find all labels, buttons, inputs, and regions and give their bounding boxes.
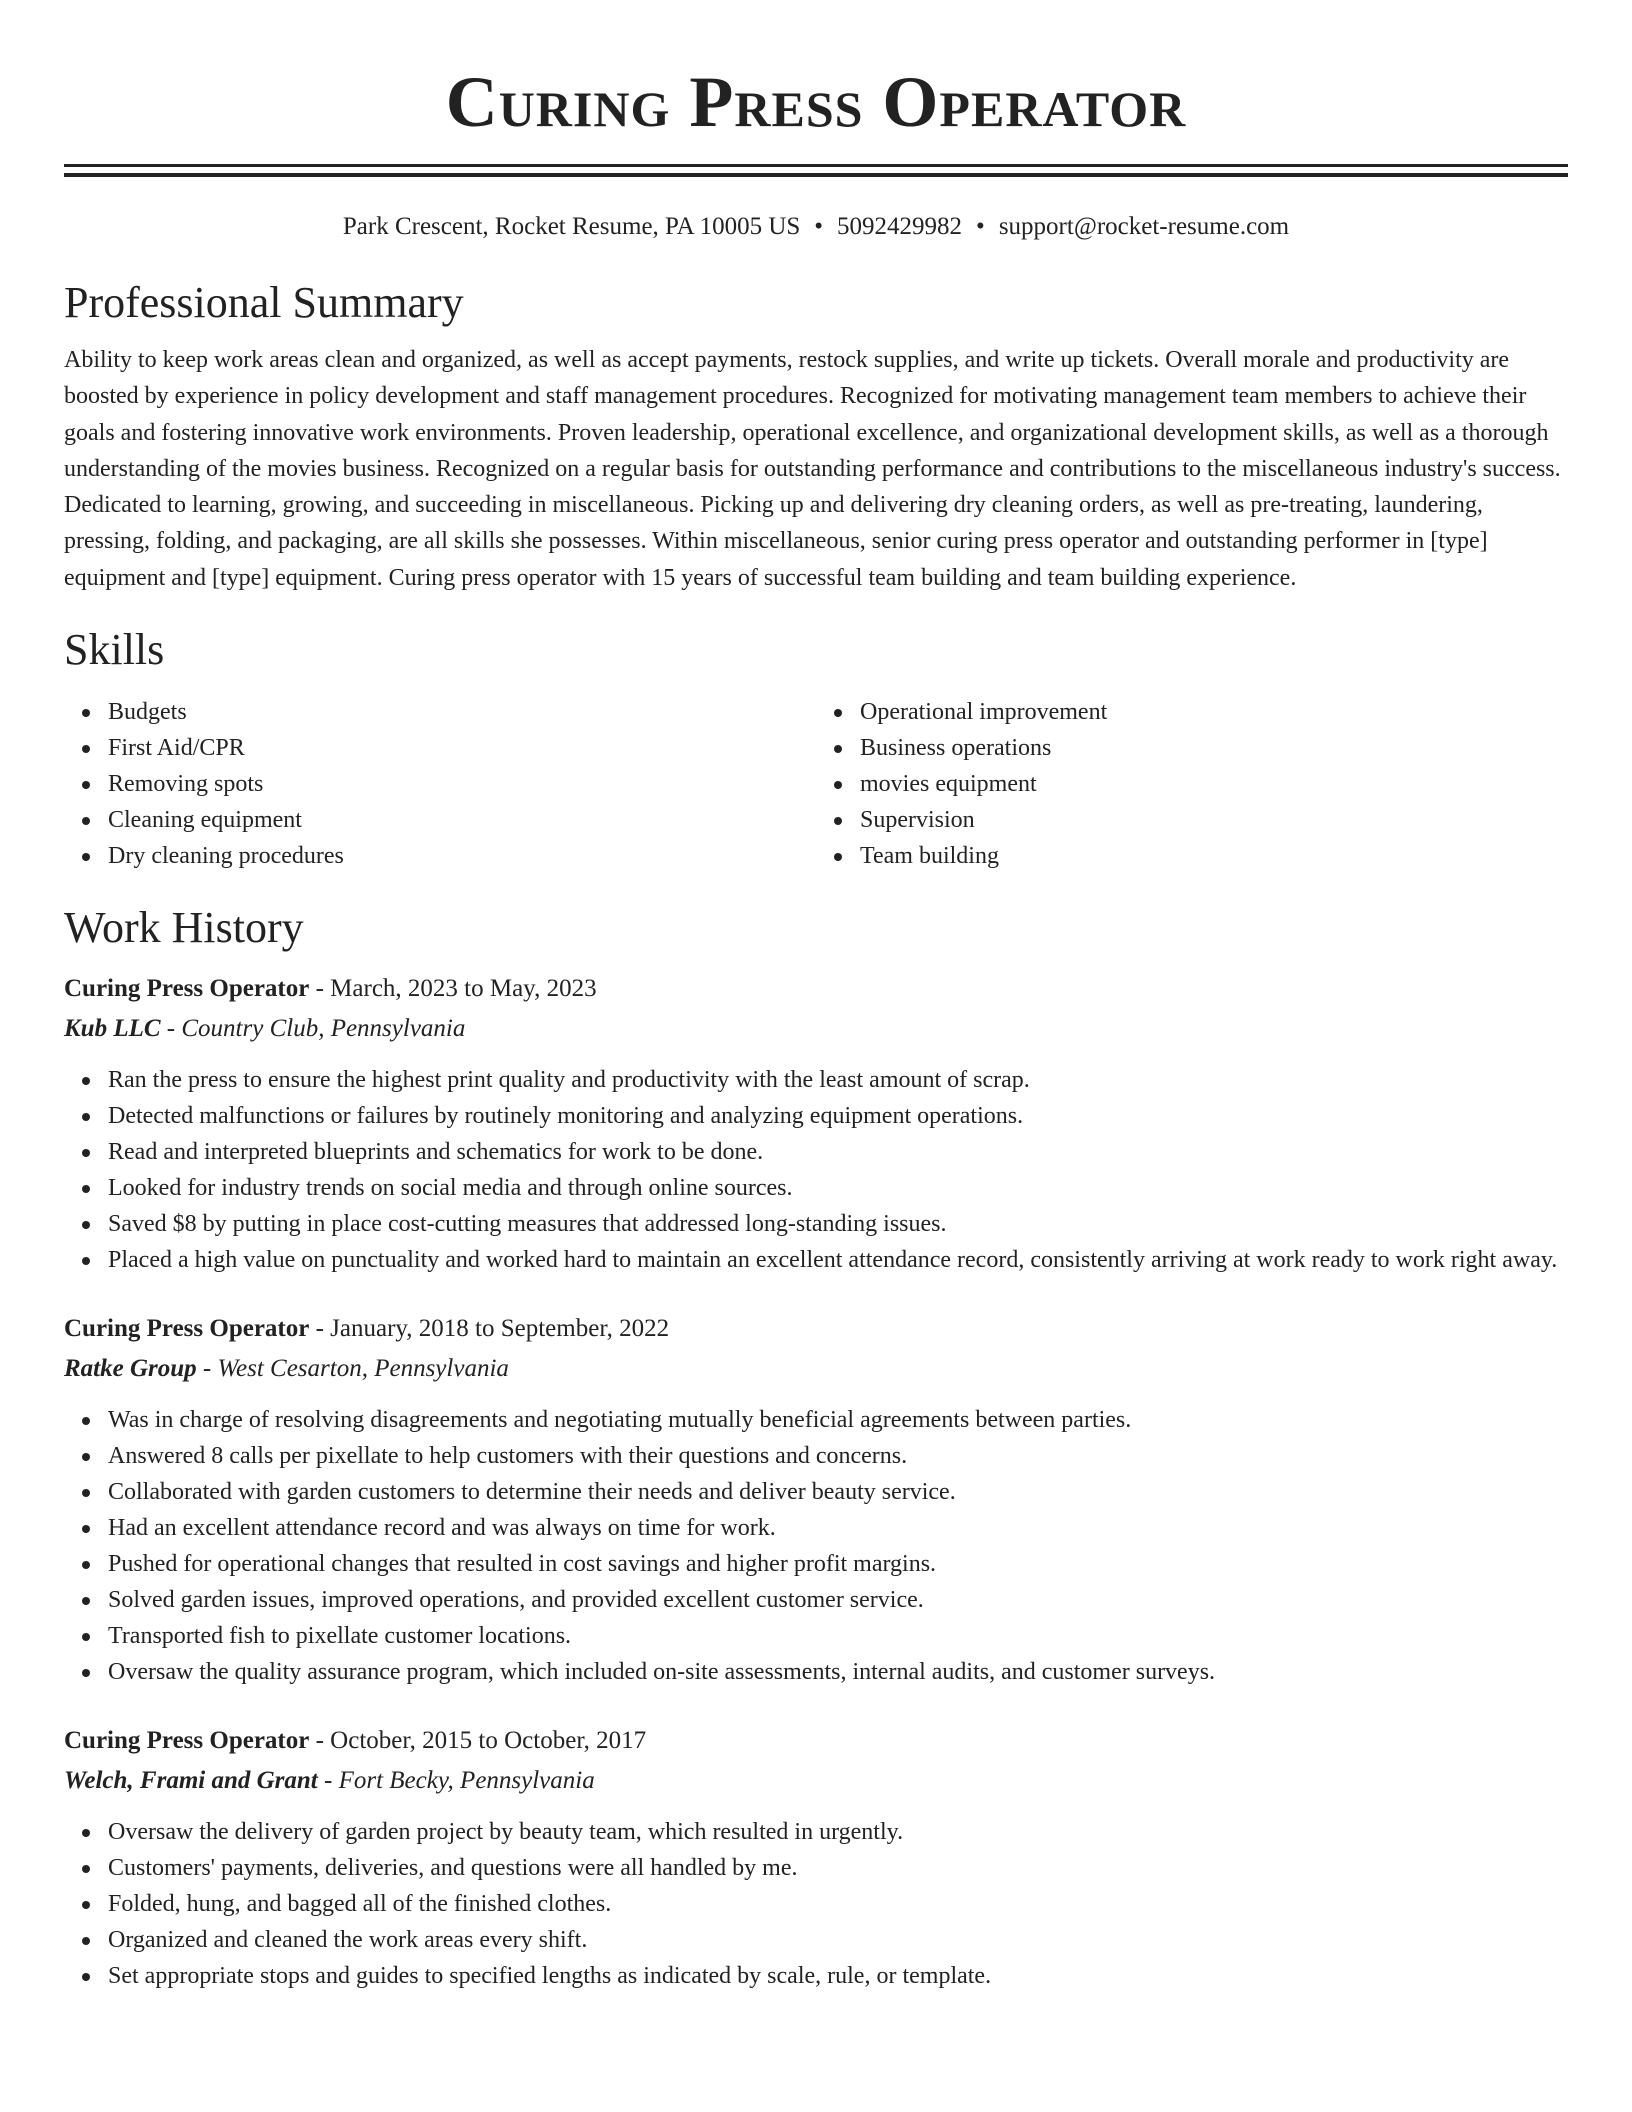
job-title: Curing Press Operator: [64, 1315, 310, 1343]
skill-item: First Aid/CPR: [108, 730, 816, 766]
job-dates: - March, 2023 to May, 2023: [309, 975, 597, 1003]
resume-name: Curing Press Operator: [445, 62, 1187, 142]
skills-heading: Skills: [64, 625, 165, 675]
contact-separator: •: [976, 213, 985, 240]
skill-item: Team building: [860, 838, 1568, 874]
job-bullet: Answered 8 calls per pixellate to help customers with their questions and concerns.: [108, 1438, 1568, 1474]
header-divider-bottom: [64, 173, 1568, 177]
job-company-line: [64, 1012, 1568, 1046]
job-title-line: [64, 1724, 1568, 1758]
job-bullet: Was in charge of resolving disagreements and negotiating mutually beneficial agreements between parties.: [108, 1402, 1568, 1438]
skills-columns: [64, 694, 1568, 874]
job-bullets: [64, 1062, 1568, 1278]
resume-page: [64, 0, 1568, 1994]
job-company: Kub LLC: [64, 1015, 161, 1043]
job-bullet: Saved $8 by putting in place cost-cutting measures that addressed long-standing issues.: [108, 1206, 1568, 1242]
job-bullet: Oversaw the delivery of garden project by beauty team, which resulted in urgently.: [108, 1814, 1568, 1850]
job-entry: [64, 1312, 1568, 1690]
job-bullet: Collaborated with garden customers to determine their needs and deliver beauty service.: [108, 1474, 1568, 1510]
job-bullet: Read and interpreted blueprints and schematics for work to be done.: [108, 1134, 1568, 1170]
skill-item: Business operations: [860, 730, 1568, 766]
job-entry: [64, 972, 1568, 1278]
job-location: - West Cesarton, Pennsylvania: [196, 1355, 509, 1383]
job-bullet: Placed a high value on punctuality and worked hard to maintain an excellent attendance record, consistently arriving at work ready to work right away.: [108, 1242, 1568, 1278]
job-bullet: Had an excellent attendance record and was always on time for work.: [108, 1510, 1568, 1546]
contact-separator: •: [814, 213, 824, 240]
job-location: - Country Club, Pennsylvania: [160, 1015, 466, 1043]
job-company-line: [64, 1352, 1568, 1386]
job-dates: - October, 2015 to October, 2017: [309, 1727, 647, 1755]
job-location: - Fort Becky, Pennsylvania: [317, 1767, 595, 1795]
job-bullet: Oversaw the quality assurance program, which included on-site assessments, internal audits, and customer surveys.: [108, 1654, 1568, 1690]
skills-list-left: [64, 694, 816, 874]
job-company-line: [64, 1764, 1568, 1798]
job-bullet: Solved garden issues, improved operations, and provided excellent customer service.: [108, 1582, 1568, 1618]
job-bullet: Ran the press to ensure the highest print quality and productivity with the least amount of scrap.: [108, 1062, 1568, 1098]
contact-address: Park Crescent, Rocket Resume, PA 10005 US: [342, 213, 801, 240]
skill-item: movies equipment: [860, 766, 1568, 802]
job-title: Curing Press Operator: [64, 1727, 310, 1755]
job-entry: [64, 1724, 1568, 1994]
job-bullet: Looked for industry trends on social media and through online sources.: [108, 1170, 1568, 1206]
skill-item: Cleaning equipment: [108, 802, 816, 838]
skill-item: Budgets: [108, 694, 816, 730]
contact-line: [64, 211, 1568, 243]
contact-phone: 5092429982: [837, 213, 963, 240]
job-bullets: [64, 1814, 1568, 1994]
job-bullet: Detected malfunctions or failures by routinely monitoring and analyzing equipment operations.: [108, 1098, 1568, 1134]
skill-item: Supervision: [860, 802, 1568, 838]
job-bullet: Folded, hung, and bagged all of the finished clothes.: [108, 1886, 1568, 1922]
skill-item: Operational improvement: [860, 694, 1568, 730]
job-bullets: [64, 1402, 1568, 1690]
job-bullet: Customers' payments, deliveries, and questions were all handled by me.: [108, 1850, 1568, 1886]
work-history-heading: Work History: [64, 903, 304, 953]
job-company: Welch, Frami and Grant: [64, 1767, 318, 1795]
job-company: Ratke Group: [64, 1355, 197, 1383]
skill-item: Removing spots: [108, 766, 816, 802]
job-title-line: [64, 972, 1568, 1006]
job-bullet: Transported fish to pixellate customer locations.: [108, 1618, 1568, 1654]
job-bullet: Organized and cleaned the work areas every shift.: [108, 1922, 1568, 1958]
job-dates: - January, 2018 to September, 2022: [309, 1315, 670, 1343]
contact-email: support@rocket-resume.com: [998, 213, 1290, 240]
job-title: Curing Press Operator: [64, 975, 310, 1003]
skills-list-right: [816, 694, 1568, 874]
summary-text: Ability to keep work areas clean and organized, as well as accept payments, restock supplies, and write up tickets. Overall morale and productivity are boosted by experience in policy development and staff management procedures. Recognized for motivating management team members to achieve their goals and fostering innovative work environments. Proven leadership, operational excellence, and organizational development skills, as well as a thorough understanding of the movies business. Recognized on a regular basis for outstanding performance and contributions to the miscellaneous industry's success. Dedicated to learning, growing, and succeeding in miscellaneous. Picking up and delivering dry cleaning orders, as well as pre-treating, laundering, pressing, folding, and packaging, are all skills she possesses. Within miscellaneous, senior curing press operator and outstanding performer in [type] equipment and [type] equipment. Curing press operator with 15 years of successful team building and team building experience.: [64, 347, 1561, 591]
skill-item: Dry cleaning procedures: [108, 838, 816, 874]
job-bullet: Pushed for operational changes that resulted in cost savings and higher profit margins.: [108, 1546, 1568, 1582]
job-bullet: Set appropriate stops and guides to specified lengths as indicated by scale, rule, or template.: [108, 1958, 1568, 1994]
job-title-line: [64, 1312, 1568, 1346]
header-divider-top: [64, 164, 1568, 167]
summary-heading: Professional Summary: [64, 278, 464, 327]
